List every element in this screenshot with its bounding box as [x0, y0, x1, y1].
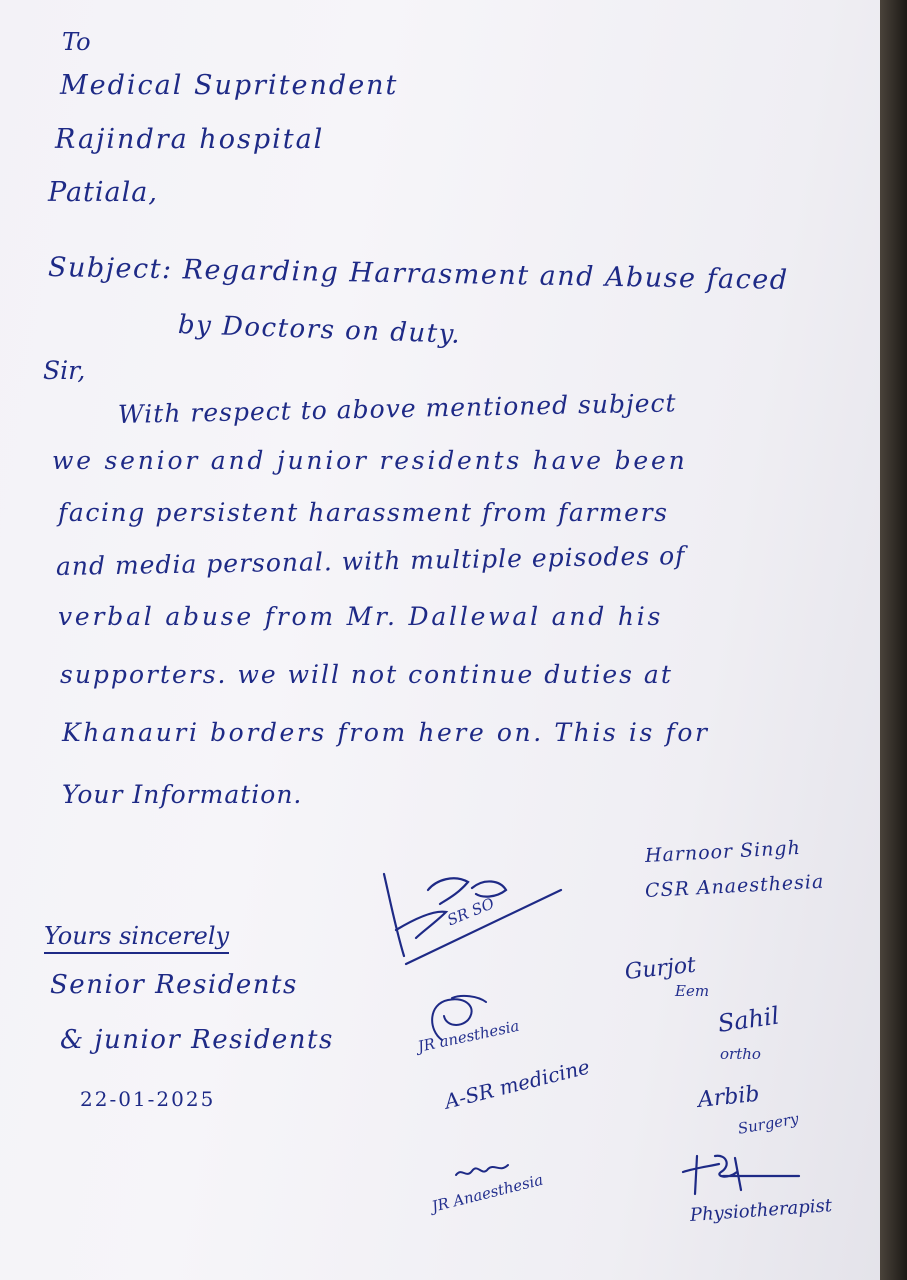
salutation: Sir, — [43, 356, 86, 385]
harnoor-role: CSR Anaesthesia — [644, 870, 825, 902]
body-line-3: facing persistent harassment from farmers — [58, 498, 669, 527]
sr-medicine-label: A-SR medicine — [442, 1054, 593, 1114]
signature-scribble-4 — [675, 1150, 805, 1200]
recipient-city: Patiala, — [48, 177, 158, 208]
to-label: To — [62, 28, 91, 56]
body-line-1: With respect to above mentioned subject — [117, 388, 677, 429]
sahil-name: Sahil — [716, 1001, 781, 1038]
harnoor-name: Harnoor Singh — [644, 836, 802, 867]
gurjot-dept: Eem — [675, 982, 710, 1000]
gurjot-name: Gurjot — [623, 952, 698, 985]
sig1-note: SR SO — [444, 894, 497, 930]
body-line-4: and media personal. with multiple episodes of — [55, 541, 686, 581]
subject-line-2: by Doctors on duty. — [177, 310, 462, 350]
sender-line-2: & junior Residents — [60, 1025, 334, 1055]
arbib-name: Arbib — [696, 1081, 761, 1113]
jr-anaesthesia-label-2: JR Anaesthesia — [429, 1170, 545, 1216]
sender-line-1: Senior Residents — [50, 970, 298, 1000]
paper-edge-shadow — [880, 0, 907, 1280]
body-line-8: Your Information. — [62, 780, 303, 809]
letter-date: 22-01-2025 — [80, 1087, 216, 1111]
recipient-hospital: Rajindra hospital — [55, 124, 325, 155]
subject-line-1: Subject: Regarding Harrasment and Abuse faced — [47, 252, 789, 296]
closing: Yours sincerely — [44, 922, 229, 954]
physiotherapist-label: Physiotherapist — [689, 1195, 833, 1226]
body-line-7: Khanauri borders from here on. This is for — [62, 718, 710, 747]
arbib-dept: Surgery — [736, 1109, 800, 1138]
body-line-6: supporters. we will not continue duties at — [60, 660, 673, 689]
body-line-2: we senior and junior residents have been — [52, 446, 688, 475]
jr-anaesthesia-label: JR anesthesia — [416, 1016, 521, 1056]
recipient-title: Medical Supritendent — [60, 70, 399, 101]
sahil-dept: ortho — [720, 1045, 761, 1063]
body-line-5: verbal abuse from Mr. Dallewal and his — [58, 602, 664, 631]
